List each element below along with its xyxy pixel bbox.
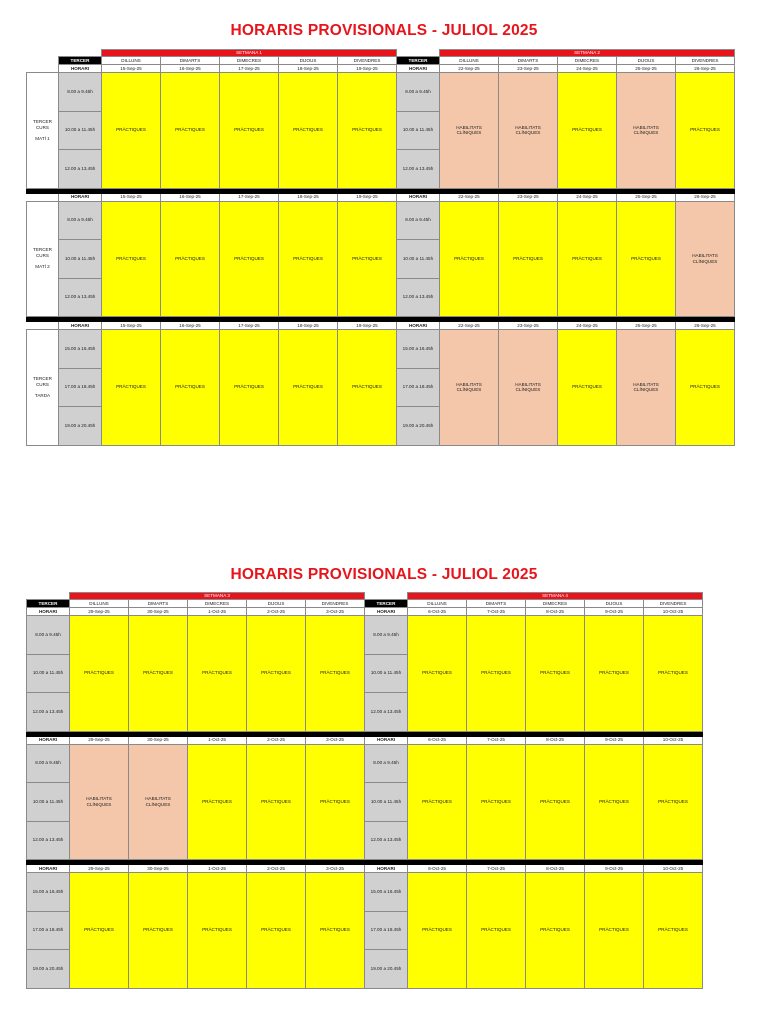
session-habilitats-cliniques: [129, 744, 188, 860]
day-name: DIJOUS: [585, 600, 644, 608]
group-label: [27, 201, 59, 317]
date-cell: 18-Sep-25: [279, 193, 338, 201]
session-label: PRÀCTIQUES: [572, 255, 602, 261]
session-label: PRÀCTIQUES: [690, 127, 720, 133]
session-practiques: [526, 744, 585, 860]
session-label: PRÀCTIQUES: [84, 927, 114, 933]
horari-label: HORARI: [27, 865, 70, 873]
session-label: PRÀCTIQUES: [202, 670, 232, 676]
corner-blank: [27, 322, 59, 330]
page-title-top: HORARIS PROVISIONALS - JULIOL 2025: [230, 22, 538, 39]
date-cell: 24-Sep-25: [558, 322, 617, 330]
session-label: PRÀCTIQUES: [454, 255, 484, 261]
time-slot: 8.00 a 9.45h: [59, 73, 102, 112]
session-label: PRÀCTIQUES: [690, 384, 720, 390]
session-label: PRÀCTIQUES: [234, 127, 264, 133]
date-cell: 29-Sep-25: [70, 865, 129, 873]
session-label: PRÀCTIQUES: [234, 255, 264, 261]
week-label: SETMANA 1: [102, 50, 397, 57]
session-practiques: [279, 201, 338, 317]
time-slot: 19.00 a 20.45h: [397, 407, 440, 446]
session-label: HABILITATS CLÍNIQUES: [145, 796, 171, 807]
session-label: PRÀCTIQUES: [513, 255, 543, 261]
corner-blank: [27, 593, 70, 600]
corner-blank: [365, 593, 408, 600]
group-label: [27, 73, 59, 189]
session-label: PRÀCTIQUES: [84, 670, 114, 676]
session-label: HABILITATS CLÍNIQUES: [456, 381, 482, 393]
session-practiques: [526, 873, 585, 989]
session-label: PRÀCTIQUES: [320, 798, 350, 804]
dates-row: [27, 865, 703, 873]
corner-blank: [397, 50, 440, 57]
date-cell: 30-Sep-25: [129, 865, 188, 873]
group-label-line: TERCER: [33, 118, 52, 124]
session-label: PRÀCTIQUES: [143, 927, 173, 933]
group-label-line: CURS: [35, 381, 50, 387]
date-cell: 29-Sep-25: [70, 608, 129, 616]
tercer-label: TERCER: [59, 57, 102, 65]
date-cell: 29-Sep-25: [70, 736, 129, 744]
time-slot: 12.00 a 13.45h: [27, 693, 70, 732]
date-cell: 10-Oct-25: [644, 736, 703, 744]
horari-label: HORARI: [397, 65, 440, 73]
time-slot: 8.00 a 9.45h: [27, 616, 70, 655]
time-slot: 12.00 a 13.45h: [365, 693, 408, 732]
group-label-line: TERCER: [33, 247, 52, 253]
session-label: HABILITATS CLÍNIQUES: [86, 796, 112, 807]
session-practiques: [526, 616, 585, 732]
date-cell: 22-Sep-25: [440, 193, 499, 201]
horari-label: HORARI: [27, 608, 70, 616]
time-slot: 12.00 a 13.45h: [397, 278, 440, 317]
session-label: PRÀCTIQUES: [572, 384, 602, 390]
session-practiques: [306, 744, 365, 860]
date-cell: 26-Sep-25: [676, 193, 735, 201]
time-slot-row: [27, 330, 735, 369]
week-label: SETMANA 3: [70, 593, 365, 600]
session-practiques: [102, 201, 161, 317]
session-practiques: [220, 201, 279, 317]
week-header-row: [27, 50, 735, 57]
date-cell: 17-Sep-25: [220, 65, 279, 73]
session-practiques: [338, 73, 397, 189]
session-practiques: [279, 73, 338, 189]
date-cell: 19-Sep-25: [338, 322, 397, 330]
date-cell: 10-Oct-25: [644, 608, 703, 616]
day-name: DIMECRES: [526, 600, 585, 608]
session-practiques: [338, 201, 397, 317]
time-slot: 12.00 a 13.45h: [27, 821, 70, 860]
date-cell: 16-Sep-25: [161, 193, 220, 201]
session-label: HABILITATS CLÍNIQUES: [633, 124, 659, 136]
session-practiques: [247, 616, 306, 732]
time-slot: 8.00 a 9.45h: [365, 744, 408, 783]
session-practiques: [279, 330, 338, 446]
session-label: PRÀCTIQUES: [175, 384, 205, 390]
date-cell: 3-Oct-25: [306, 736, 365, 744]
group-label-line: MATÍ 1: [35, 135, 50, 141]
day-name: DIVENDRES: [676, 57, 735, 65]
corner-blank: [27, 193, 59, 201]
session-habilitats-cliniques: [499, 330, 558, 446]
time-slot-row: [27, 201, 735, 240]
page-title-bottom: HORARIS PROVISIONALS - JULIOL 2025: [230, 566, 538, 583]
time-slot: 10.00 a 11.45h: [59, 240, 102, 279]
date-cell: 6-Oct-25: [408, 736, 467, 744]
group-label: [27, 330, 59, 446]
session-label: PRÀCTIQUES: [352, 384, 382, 390]
dates-row: [27, 608, 703, 616]
day-names-row: [27, 600, 703, 608]
session-practiques: [676, 73, 735, 189]
time-slot: 19.00 a 20.45h: [365, 950, 408, 989]
time-slot: 10.00 a 11.45h: [27, 783, 70, 822]
date-cell: 26-Sep-25: [676, 65, 735, 73]
time-slot: 10.00 a 11.45h: [397, 240, 440, 279]
time-slot: 10.00 a 11.45h: [365, 783, 408, 822]
dates-row: [27, 193, 735, 201]
day-name: DIVENDRES: [644, 600, 703, 608]
date-cell: 25-Sep-25: [617, 193, 676, 201]
session-practiques: [644, 873, 703, 989]
day-name: DIJOUS: [279, 57, 338, 65]
session-label: PRÀCTIQUES: [261, 927, 291, 933]
day-name: DIMECRES: [188, 600, 247, 608]
session-practiques: [220, 73, 279, 189]
group-label-line: CURS: [35, 253, 50, 259]
time-slot: 12.00 a 13.45h: [59, 278, 102, 317]
session-label: HABILITATS CLÍNIQUES: [456, 124, 482, 136]
horari-label: HORARI: [365, 608, 408, 616]
day-name: DIMECRES: [220, 57, 279, 65]
schedule-table-top: [26, 49, 735, 446]
week-label: SETMANA 2: [440, 50, 735, 57]
session-practiques: [338, 330, 397, 446]
session-label: PRÀCTIQUES: [116, 127, 146, 133]
day-name: DIVENDRES: [306, 600, 365, 608]
date-cell: 1-Oct-25: [188, 736, 247, 744]
session-label: HABILITATS CLÍNIQUES: [633, 381, 659, 393]
date-cell: 18-Sep-25: [279, 322, 338, 330]
session-label: PRÀCTIQUES: [261, 798, 291, 804]
time-slot-row: [27, 616, 703, 655]
date-cell: 8-Oct-25: [526, 865, 585, 873]
session-practiques: [161, 330, 220, 446]
day-name: DILLUNS: [70, 600, 129, 608]
session-practiques: [247, 873, 306, 989]
session-practiques: [102, 73, 161, 189]
date-cell: 30-Sep-25: [129, 608, 188, 616]
session-label: PRÀCTIQUES: [422, 670, 452, 676]
horari-label: HORARI: [397, 193, 440, 201]
session-label: PRÀCTIQUES: [599, 798, 629, 804]
session-practiques: [558, 330, 617, 446]
date-cell: 17-Sep-25: [220, 193, 279, 201]
session-label: PRÀCTIQUES: [540, 927, 570, 933]
session-habilitats-cliniques: [617, 73, 676, 189]
session-practiques: [161, 73, 220, 189]
session-practiques: [467, 616, 526, 732]
session-habilitats-cliniques: [440, 330, 499, 446]
session-practiques: [644, 744, 703, 860]
session-label: PRÀCTIQUES: [320, 670, 350, 676]
date-cell: 23-Sep-25: [499, 193, 558, 201]
session-habilitats-cliniques: [70, 744, 129, 860]
date-cell: 3-Oct-25: [306, 608, 365, 616]
date-cell: 15-Sep-25: [102, 322, 161, 330]
session-practiques: [585, 873, 644, 989]
horari-label: HORARI: [59, 65, 102, 73]
session-practiques: [102, 330, 161, 446]
session-practiques: [161, 201, 220, 317]
session-label: PRÀCTIQUES: [599, 927, 629, 933]
time-slot: 10.00 a 11.45h: [27, 654, 70, 693]
corner-blank: [27, 50, 59, 57]
session-label: PRÀCTIQUES: [572, 127, 602, 133]
date-cell: 24-Sep-25: [558, 65, 617, 73]
dates-row: [27, 65, 735, 73]
day-name: DILLUNS: [102, 57, 161, 65]
session-label: HABILITATS CLÍNIQUES: [515, 124, 541, 136]
time-slot: 8.00 a 9.45h: [59, 201, 102, 240]
session-label: PRÀCTIQUES: [352, 255, 382, 261]
session-practiques: [70, 873, 129, 989]
session-label: PRÀCTIQUES: [481, 798, 511, 804]
tercer-label: TERCER: [27, 600, 70, 608]
session-practiques: [129, 873, 188, 989]
time-slot: 10.00 a 11.45h: [365, 654, 408, 693]
date-cell: 10-Oct-25: [644, 865, 703, 873]
session-practiques: [408, 616, 467, 732]
tercer-label: TERCER: [365, 600, 408, 608]
week-header-row: [27, 593, 703, 600]
session-label: PRÀCTIQUES: [202, 798, 232, 804]
corner-blank: [27, 65, 59, 73]
date-cell: 9-Oct-25: [585, 608, 644, 616]
time-slot: 8.00 a 9.45h: [397, 73, 440, 112]
date-cell: 23-Sep-25: [499, 322, 558, 330]
time-slot-row: [27, 744, 703, 783]
session-practiques: [467, 873, 526, 989]
session-label: PRÀCTIQUES: [631, 255, 661, 261]
time-slot: 15.00 a 16.45h: [27, 873, 70, 912]
date-cell: 1-Oct-25: [188, 865, 247, 873]
day-name: DIJOUS: [617, 57, 676, 65]
corner-blank: [27, 57, 59, 65]
horari-label: HORARI: [397, 322, 440, 330]
session-label: PRÀCTIQUES: [202, 927, 232, 933]
session-practiques: [188, 616, 247, 732]
date-cell: 1-Oct-25: [188, 608, 247, 616]
schedule-table-bottom: [26, 592, 703, 989]
session-label: PRÀCTIQUES: [422, 927, 452, 933]
session-practiques: [676, 330, 735, 446]
time-slot: 10.00 a 11.45h: [59, 111, 102, 150]
dates-row: [27, 736, 703, 744]
session-practiques: [306, 616, 365, 732]
time-slot-row: [27, 73, 735, 112]
group-label-line: TERCER: [33, 375, 52, 381]
time-slot: 15.00 a 16.45h: [365, 873, 408, 912]
day-name: DILLUNS: [440, 57, 499, 65]
session-label: PRÀCTIQUES: [234, 384, 264, 390]
date-cell: 15-Sep-25: [102, 193, 161, 201]
corner-blank: [59, 50, 102, 57]
date-cell: 7-Oct-25: [467, 865, 526, 873]
date-cell: 15-Sep-25: [102, 65, 161, 73]
date-cell: 2-Oct-25: [247, 608, 306, 616]
session-label: PRÀCTIQUES: [481, 670, 511, 676]
time-slot: 17.00 a 18.45h: [27, 911, 70, 950]
session-label: PRÀCTIQUES: [261, 670, 291, 676]
session-practiques: [408, 744, 467, 860]
date-cell: 6-Oct-25: [408, 608, 467, 616]
session-label: PRÀCTIQUES: [352, 127, 382, 133]
session-label: PRÀCTIQUES: [143, 670, 173, 676]
date-cell: 9-Oct-25: [585, 865, 644, 873]
day-name: DIMARTS: [129, 600, 188, 608]
date-cell: 25-Sep-25: [617, 322, 676, 330]
session-label: PRÀCTIQUES: [320, 927, 350, 933]
date-cell: 16-Sep-25: [161, 322, 220, 330]
day-name: DIVENDRES: [338, 57, 397, 65]
date-cell: 19-Sep-25: [338, 65, 397, 73]
session-label: HABILITATS CLÍNIQUES: [515, 381, 541, 393]
session-practiques: [129, 616, 188, 732]
time-slot: 12.00 a 13.45h: [59, 150, 102, 189]
session-practiques: [585, 744, 644, 860]
group-label-line: CURS: [35, 124, 50, 130]
session-label: PRÀCTIQUES: [293, 255, 323, 261]
time-slot: 15.00 a 16.45h: [397, 330, 440, 369]
horari-label: HORARI: [27, 736, 70, 744]
date-cell: 6-Oct-25: [408, 865, 467, 873]
session-label: PRÀCTIQUES: [175, 127, 205, 133]
session-label: PRÀCTIQUES: [175, 255, 205, 261]
date-cell: 26-Sep-25: [676, 322, 735, 330]
week-label: SETMANA 4: [408, 593, 703, 600]
session-habilitats-cliniques: [617, 330, 676, 446]
session-practiques: [408, 873, 467, 989]
dates-row: [27, 322, 735, 330]
tercer-label: TERCER: [397, 57, 440, 65]
session-practiques: [188, 873, 247, 989]
date-cell: 16-Sep-25: [161, 65, 220, 73]
session-practiques: [558, 73, 617, 189]
day-name: DIMARTS: [161, 57, 220, 65]
time-slot: 8.00 a 9.45h: [27, 744, 70, 783]
session-habilitats-cliniques: [440, 73, 499, 189]
date-cell: 9-Oct-25: [585, 736, 644, 744]
time-slot: 8.00 a 9.45h: [397, 201, 440, 240]
date-cell: 2-Oct-25: [247, 736, 306, 744]
session-label: PRÀCTIQUES: [599, 670, 629, 676]
day-name: DIMARTS: [499, 57, 558, 65]
time-slot: 17.00 a 18.45h: [365, 911, 408, 950]
session-practiques: [467, 744, 526, 860]
time-slot: 12.00 a 13.45h: [365, 821, 408, 860]
session-habilitats-cliniques: [676, 201, 735, 317]
session-practiques: [188, 744, 247, 860]
session-practiques: [440, 201, 499, 317]
time-slot: 19.00 a 20.45h: [59, 407, 102, 446]
date-cell: 22-Sep-25: [440, 65, 499, 73]
session-label: PRÀCTIQUES: [116, 255, 146, 261]
session-practiques: [499, 201, 558, 317]
session-label: PRÀCTIQUES: [481, 927, 511, 933]
time-slot: 15.00 a 16.45h: [59, 330, 102, 369]
date-cell: 30-Sep-25: [129, 736, 188, 744]
day-name: DILLUNS: [408, 600, 467, 608]
session-practiques: [644, 616, 703, 732]
day-names-row: [27, 57, 735, 65]
session-label: PRÀCTIQUES: [422, 798, 452, 804]
session-practiques: [70, 616, 129, 732]
date-cell: 22-Sep-25: [440, 322, 499, 330]
time-slot: 12.00 a 13.45h: [397, 150, 440, 189]
date-cell: 23-Sep-25: [499, 65, 558, 73]
date-cell: 19-Sep-25: [338, 193, 397, 201]
horari-label: HORARI: [365, 736, 408, 744]
session-label: PRÀCTIQUES: [293, 127, 323, 133]
time-slot: 17.00 a 18.45h: [397, 368, 440, 407]
session-practiques: [306, 873, 365, 989]
session-practiques: [585, 616, 644, 732]
group-label-line: TARDA: [34, 392, 51, 398]
date-cell: 18-Sep-25: [279, 65, 338, 73]
session-label: PRÀCTIQUES: [658, 927, 688, 933]
day-name: DIJOUS: [247, 600, 306, 608]
time-slot: 10.00 a 11.45h: [397, 111, 440, 150]
time-slot-row: [27, 873, 703, 912]
session-practiques: [220, 330, 279, 446]
session-practiques: [617, 201, 676, 317]
session-practiques: [247, 744, 306, 860]
session-label: PRÀCTIQUES: [293, 384, 323, 390]
session-label: PRÀCTIQUES: [658, 670, 688, 676]
date-cell: 8-Oct-25: [526, 736, 585, 744]
horari-label: HORARI: [365, 865, 408, 873]
horari-label: HORARI: [59, 322, 102, 330]
time-slot: 19.00 a 20.45h: [27, 950, 70, 989]
date-cell: 2-Oct-25: [247, 865, 306, 873]
session-label: PRÀCTIQUES: [658, 798, 688, 804]
time-slot: 17.00 a 18.45h: [59, 368, 102, 407]
date-cell: 7-Oct-25: [467, 608, 526, 616]
session-label: PRÀCTIQUES: [540, 798, 570, 804]
date-cell: 17-Sep-25: [220, 322, 279, 330]
session-practiques: [558, 201, 617, 317]
day-name: DIMARTS: [467, 600, 526, 608]
session-habilitats-cliniques: [499, 73, 558, 189]
day-name: DIMECRES: [558, 57, 617, 65]
date-cell: 8-Oct-25: [526, 608, 585, 616]
group-label-line: MATÍ 2: [35, 264, 50, 270]
date-cell: 7-Oct-25: [467, 736, 526, 744]
session-label: PRÀCTIQUES: [540, 670, 570, 676]
date-cell: 25-Sep-25: [617, 65, 676, 73]
time-slot: 8.00 a 9.45h: [365, 616, 408, 655]
date-cell: 24-Sep-25: [558, 193, 617, 201]
horari-label: HORARI: [59, 193, 102, 201]
session-label: HABILITATS CLÍNIQUES: [692, 253, 718, 264]
date-cell: 3-Oct-25: [306, 865, 365, 873]
session-label: PRÀCTIQUES: [116, 384, 146, 390]
